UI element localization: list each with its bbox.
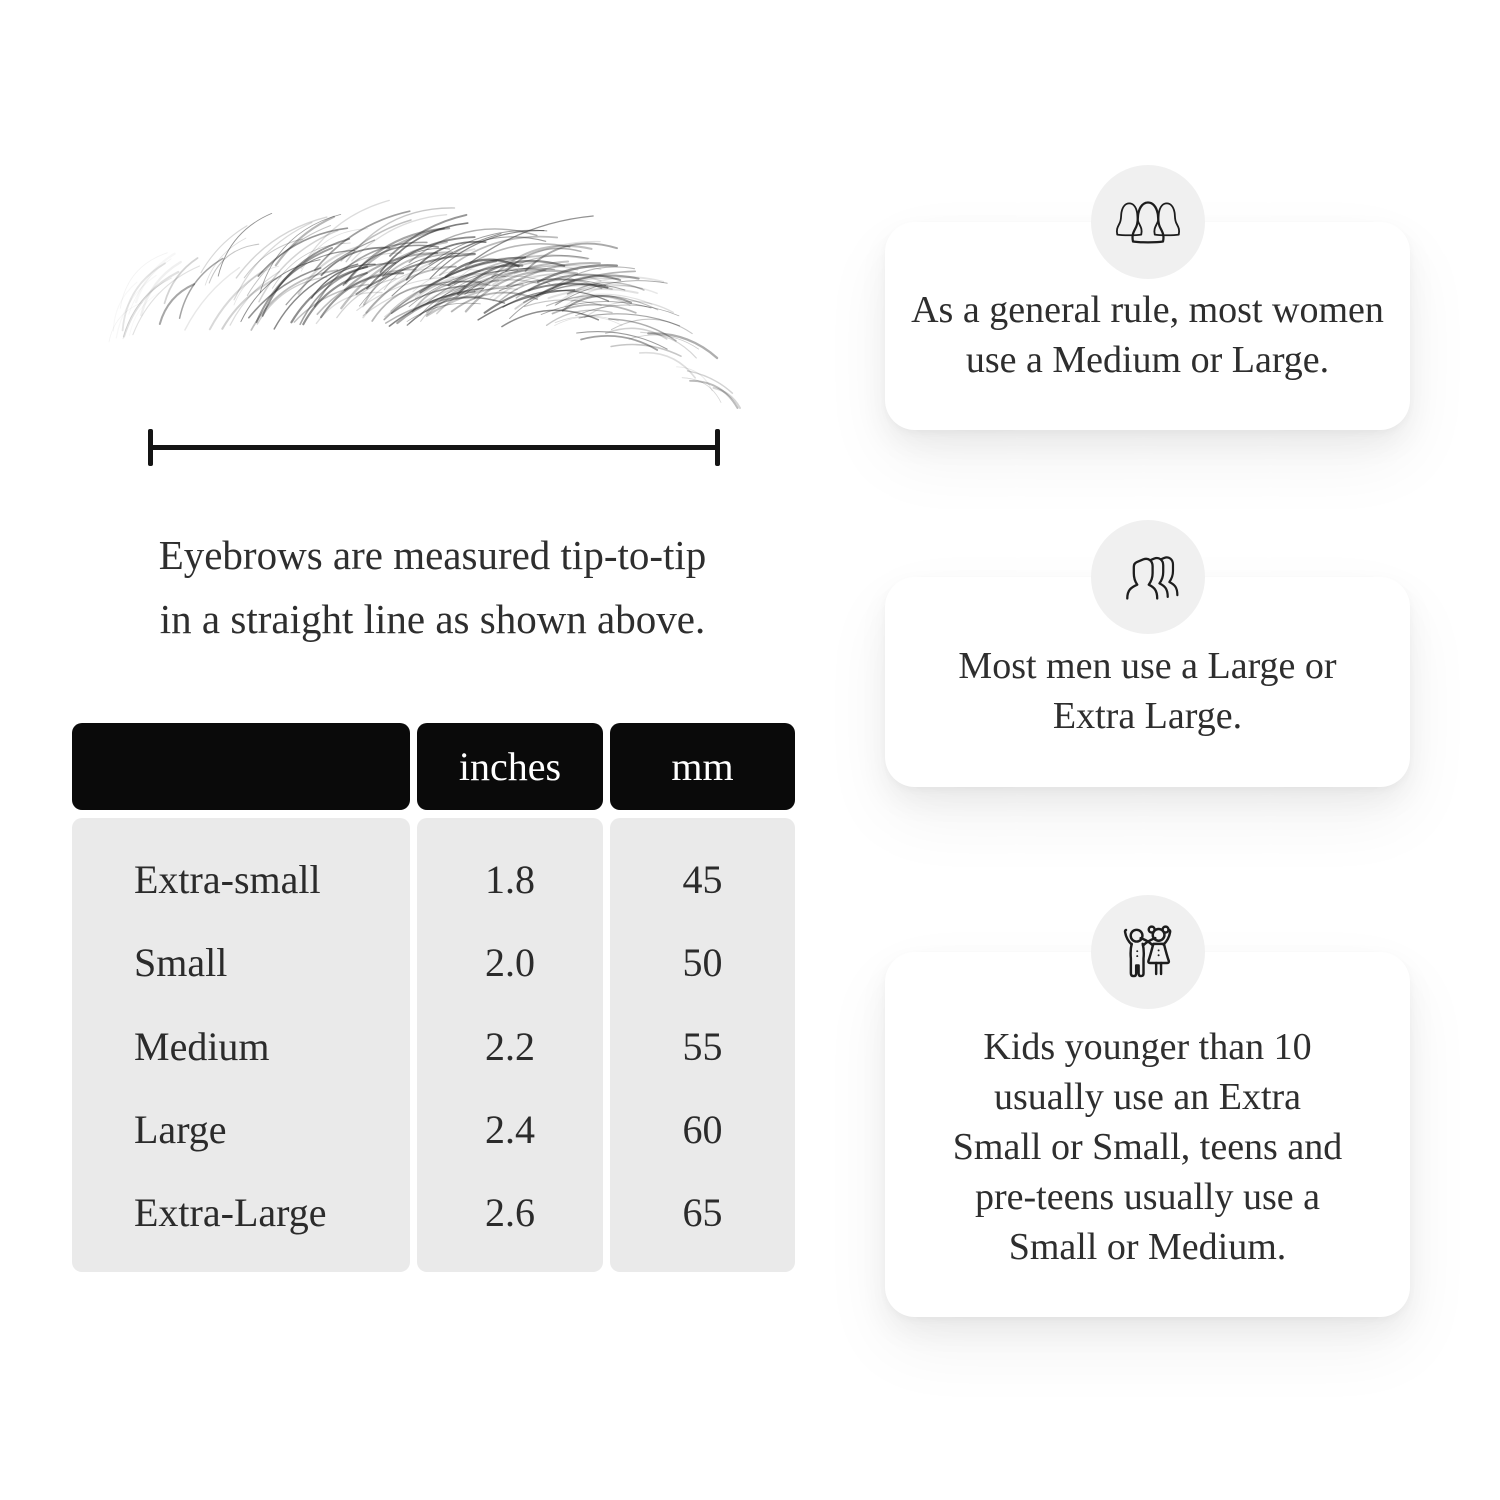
- card-text-line: Kids younger than 10: [983, 1026, 1312, 1068]
- table-cell-mm: 45: [682, 857, 723, 903]
- card-text-line: pre-teens usually use a: [974, 1176, 1321, 1218]
- table-cell-label: Small: [134, 940, 228, 986]
- table-body-mm: [610, 818, 795, 1272]
- table-cell-inches: 2.4: [485, 1106, 535, 1152]
- icon-badge: [1091, 520, 1205, 634]
- women-group-icon: [1115, 196, 1181, 248]
- table-cell-label: Large: [134, 1106, 227, 1152]
- table-body-labels: [72, 818, 410, 1272]
- eyebrow-illustration: [95, 218, 745, 416]
- table-cell-label: Extra-Large: [134, 1189, 327, 1235]
- size-table-column-inches: [417, 723, 603, 1272]
- measurement-tick-right: [715, 429, 720, 466]
- card-text-line: Small or Medium.: [1008, 1226, 1287, 1268]
- card-text-line: As a general rule, most women: [911, 289, 1384, 331]
- table-cell-inches: 2.0: [485, 940, 535, 986]
- size-table: [72, 723, 795, 1272]
- table-header-blank: [72, 723, 410, 810]
- measurement-caption: [120, 523, 745, 651]
- table-cell-inches: 1.8: [485, 857, 535, 903]
- table-cell-mm: 65: [682, 1189, 723, 1235]
- icon-badge: [1091, 165, 1205, 279]
- table-cell-inches: 2.6: [485, 1189, 535, 1235]
- card-text-line: usually use an Extra: [993, 1076, 1302, 1118]
- card-text-line: Small or Small, teens and: [952, 1126, 1343, 1168]
- size-table-column-mm: [610, 723, 795, 1272]
- men-group-icon: [1115, 551, 1181, 603]
- card-text-line: Extra Large.: [1052, 695, 1243, 737]
- measurement-bar: [150, 445, 718, 450]
- table-cell-mm: 60: [682, 1106, 723, 1152]
- size-table-column-labels: [72, 723, 410, 1272]
- table-body-inches: [417, 818, 603, 1272]
- caption-line: in a straight line as shown above.: [159, 596, 706, 642]
- caption-line: Eyebrows are measured tip-to-tip: [158, 532, 707, 578]
- table-header-inches: inches: [417, 723, 603, 810]
- card-text-line: use a Medium or Large.: [965, 339, 1330, 381]
- icon-badge: [1091, 895, 1205, 1009]
- table-cell-mm: 50: [682, 940, 723, 986]
- info-card-men: [885, 577, 1410, 787]
- info-card-women: [885, 222, 1410, 430]
- table-cell-mm: 55: [682, 1023, 723, 1069]
- card-text-line: Most men use a Large or: [958, 645, 1337, 687]
- table-header-mm: mm: [610, 723, 795, 810]
- table-cell-label: Medium: [134, 1023, 270, 1069]
- kids-icon: [1117, 921, 1179, 983]
- table-cell-label: Extra-small: [134, 857, 321, 903]
- table-cell-inches: 2.2: [485, 1023, 535, 1069]
- measurement-line: [148, 429, 720, 466]
- info-card-kids: [885, 952, 1410, 1317]
